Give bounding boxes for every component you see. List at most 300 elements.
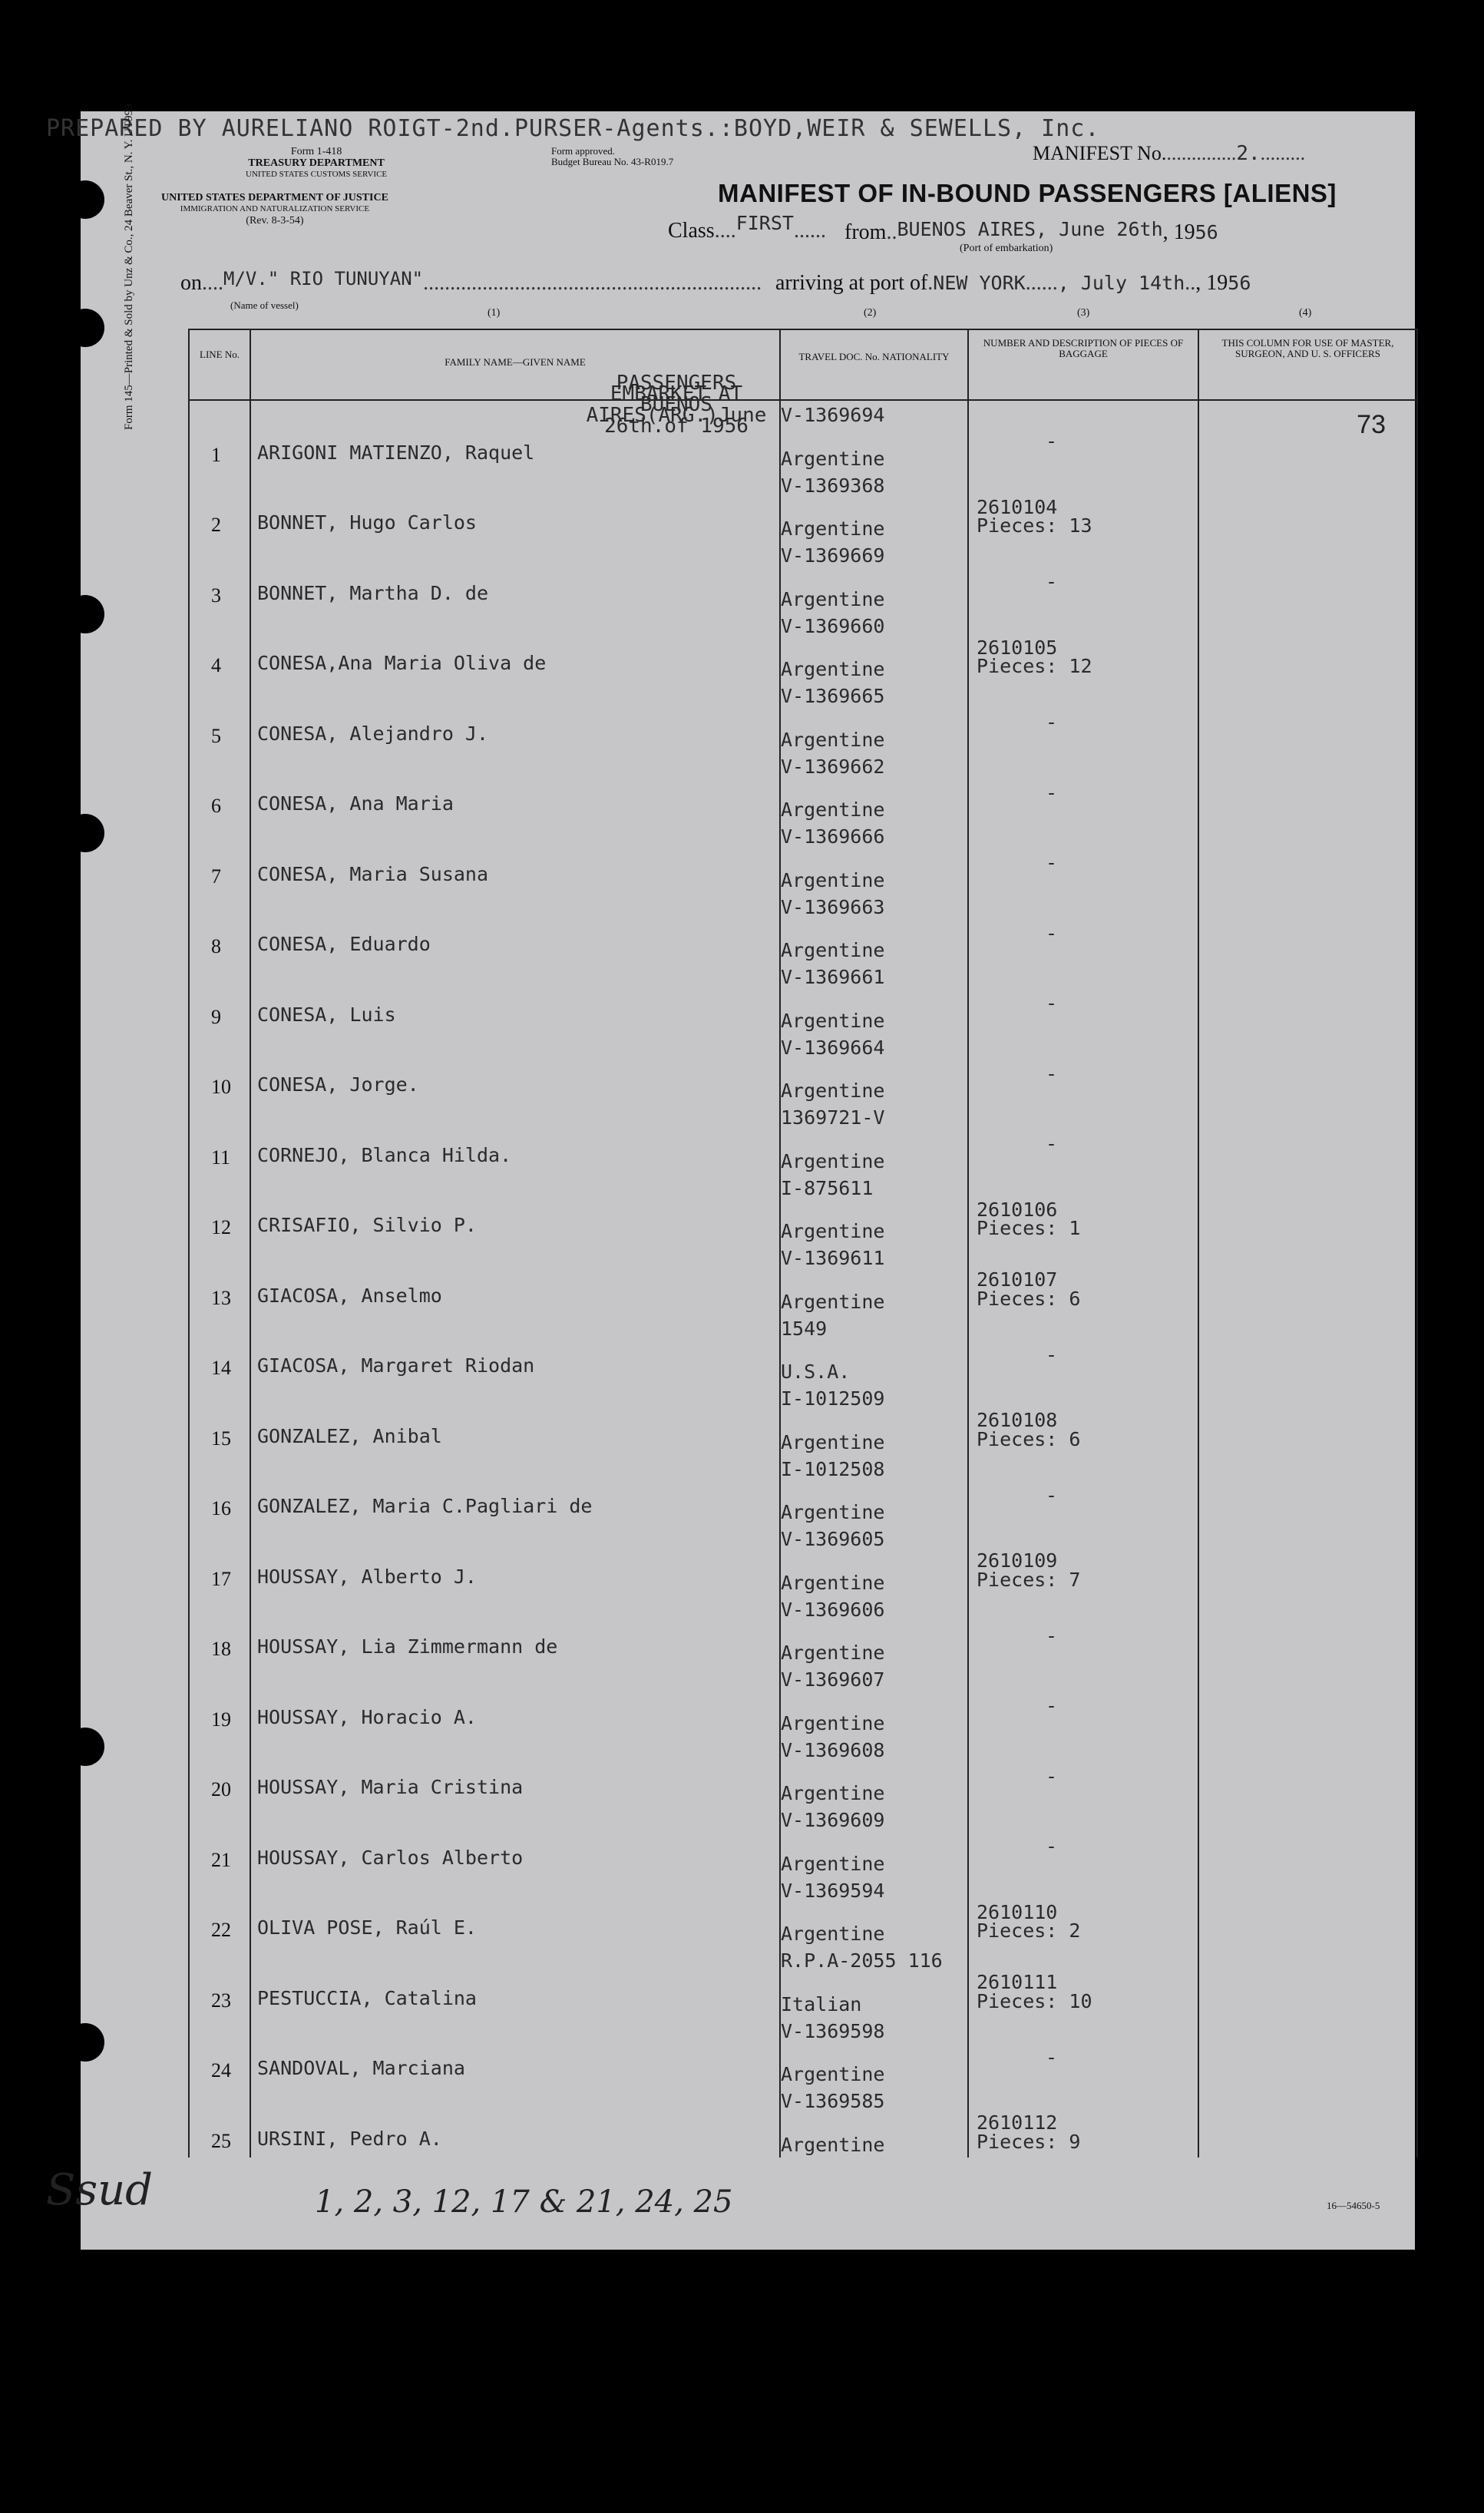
line-no-cell (189, 1736, 250, 1807)
prepared-by-line: PREPARED BY AURELIANO ROIGT-2nd.PURSER-Agents.:BOYD,WEIR & SEWELLS, Inc. (46, 115, 1100, 142)
line-no-cell (189, 1384, 250, 1455)
passenger-name: CONESA, Eduardo (257, 933, 431, 955)
baggage-cell (968, 682, 1198, 752)
travel-doc-number: V-1369598 (781, 2019, 885, 2042)
baggage-none: - (1046, 851, 1058, 874)
baggage-pieces: Pieces: 6 (977, 1427, 1081, 1450)
name-cell (250, 963, 780, 1033)
nationality: Argentine (781, 517, 885, 540)
nationality: Argentine (781, 447, 885, 470)
line-no-cell (189, 612, 250, 683)
line-number: 25 (211, 2129, 231, 2152)
travel-doc-number: I-1012509 (781, 1387, 885, 1410)
treasury-dept: TREASURY DEPARTMENT (248, 157, 385, 169)
nationality: Argentine (781, 939, 885, 961)
line-no-cell (189, 1665, 250, 1736)
travel-doc-number: V-1369669 (781, 544, 885, 567)
table-header-row (189, 329, 1417, 400)
baggage-none: - (1046, 1483, 1058, 1506)
baggage-cell (968, 541, 1198, 612)
baggage-cell (968, 1946, 1198, 2017)
from-label: from (844, 220, 887, 244)
baggage-cell (968, 752, 1198, 823)
table-row (189, 1595, 1417, 1666)
baggage-number: 2610105 (977, 636, 1058, 659)
officer-cell (1198, 1806, 1417, 1876)
line-number: 7 (211, 865, 221, 888)
side-imprint: Form 145—Printed & Sold by Unz & Co., 24 Beaver St., N. Y. UT999 (123, 104, 135, 430)
line-no-cell (189, 1946, 250, 2017)
class-value: FIRST (735, 212, 794, 234)
officer-cell (1198, 1736, 1417, 1807)
baggage-cell (968, 1525, 1198, 1595)
class-label: Class (668, 219, 715, 243)
table-row (189, 471, 1417, 542)
name-cell (250, 822, 780, 893)
name-cell (250, 1384, 780, 1455)
baggage-number: 2610108 (977, 1409, 1058, 1431)
vessel-value: M/V." RIO TUNUYAN" (223, 268, 424, 289)
travel-doc-number: I-875611 (781, 1176, 874, 1199)
budget-bureau: Budget Bureau No. 43-R019.7 (551, 156, 674, 167)
doc-cell (780, 1595, 968, 1666)
treasury-block (246, 146, 387, 180)
line-number: 3 (211, 584, 221, 607)
line-number: 12 (211, 1216, 231, 1238)
table-row (189, 612, 1417, 683)
doc-cell (780, 400, 968, 471)
line-no-cell (189, 1103, 250, 1174)
officer-cell (1198, 612, 1417, 683)
punch-hole (66, 595, 104, 633)
year1-value: 56 (1195, 221, 1218, 243)
table-row (189, 1103, 1417, 1174)
doc-cell (780, 1244, 968, 1314)
nationality: Argentine (781, 658, 885, 680)
travel-doc-number: V-1369694 (781, 404, 885, 426)
line-no-cell (189, 471, 250, 542)
nationality: Argentine (781, 2063, 885, 2085)
travel-doc-number: V-1369660 (781, 614, 885, 637)
travel-doc-number: V-1369608 (781, 1738, 885, 1761)
baggage-none: - (1046, 2045, 1058, 2068)
officer-cell (1198, 1244, 1417, 1314)
table-row (189, 963, 1417, 1033)
table-row (189, 1033, 1417, 1104)
col-marker-2: (2) (864, 307, 877, 319)
doc-cell (780, 822, 968, 893)
baggage-pieces: Pieces: 12 (977, 655, 1092, 677)
doc-cell (780, 1314, 968, 1385)
line-no-cell (189, 1806, 250, 1876)
baggage-cell (968, 893, 1198, 964)
nationality: Argentine (781, 1080, 885, 1102)
name-cell (250, 612, 780, 683)
table-row (189, 1876, 1417, 1947)
doc-cell (780, 1033, 968, 1104)
doc-cell (780, 893, 968, 964)
table-row (189, 1946, 1417, 2017)
name-cell (250, 752, 780, 823)
baggage-pieces: Pieces: 7 (977, 1568, 1081, 1591)
officer-cell (1198, 1876, 1417, 1947)
baggage-cell (968, 1665, 1198, 1736)
on-label: on (180, 271, 202, 295)
from-value: BUENOS AIRES, June 26th (897, 218, 1163, 240)
baggage-number: 2610110 (977, 1900, 1058, 1923)
baggage-cell (968, 1806, 1198, 1876)
passenger-name: CONESA, Alejandro J. (257, 722, 489, 745)
line-number: 11 (211, 1146, 231, 1169)
nationality: Argentine (781, 1852, 885, 1875)
baggage-number: 2610106 (977, 1198, 1058, 1221)
name-cell (250, 1806, 780, 1876)
line-number: 14 (211, 1357, 231, 1379)
nationality: Argentine (781, 1571, 885, 1594)
officer-cell (1198, 1595, 1417, 1666)
nationality: Argentine (781, 1149, 885, 1172)
officer-cell (1198, 1665, 1417, 1736)
nationality: Argentine (781, 1711, 885, 1734)
baggage-none: - (1046, 1764, 1058, 1787)
table-row (189, 1314, 1417, 1385)
passenger-name: GONZALEZ, Anibal (257, 1424, 442, 1447)
passenger-name: CONESA, Ana Maria (257, 792, 454, 815)
vessel-caption: (Name of vessel) (230, 299, 299, 311)
table-row (189, 2017, 1417, 2088)
travel-doc-number: V-1369665 (781, 685, 885, 707)
col-marker-1: (1) (488, 307, 501, 319)
signature: Ssud (46, 2165, 154, 2215)
punch-hole (66, 309, 104, 347)
line-number: 24 (211, 2059, 231, 2081)
line-number: 6 (211, 795, 221, 817)
nationality: Argentine (781, 1220, 885, 1242)
passenger-name: HOUSSAY, Carlos Alberto (257, 1846, 524, 1869)
travel-doc-number: R.P.A-2055 116 (781, 1949, 943, 1972)
nationality: Argentine (781, 1782, 885, 1804)
baggage-none: - (1046, 992, 1058, 1014)
officer-cell (1198, 541, 1417, 612)
footer-reference: 16—54650-5 (1327, 2200, 1380, 2211)
line-number: 5 (211, 724, 221, 747)
baggage-pieces: Pieces: 10 (977, 1989, 1092, 2012)
punch-hole (66, 814, 104, 852)
name-cell (250, 1033, 780, 1104)
name-cell (250, 2017, 780, 2088)
name-cell (250, 2087, 780, 2158)
passenger-name: OLIVA POSE, Raúl E. (257, 1916, 477, 1939)
table-row (189, 1455, 1417, 1526)
rev-date: (Rev. 8-3-54) (246, 215, 304, 227)
line-number: 18 (211, 1638, 231, 1660)
form-number: Form 1-418 (290, 146, 342, 157)
doc-cell (780, 1525, 968, 1595)
table-row (189, 1384, 1417, 1455)
doc-cell (780, 1174, 968, 1245)
baggage-none: - (1046, 1624, 1058, 1647)
travel-doc-number: V-1369607 (781, 1668, 885, 1691)
table-row (189, 2087, 1417, 2158)
line-no-cell (189, 1244, 250, 1314)
line-no-cell (189, 400, 250, 471)
officer-cell (1198, 1946, 1417, 2017)
travel-doc-number: V-1369605 (781, 1528, 885, 1550)
nationality: Argentine (781, 1501, 885, 1523)
travel-doc-number: V-1369594 (781, 1879, 885, 1902)
line-no-cell (189, 682, 250, 752)
handwritten-note: 1, 2, 3, 12, 17 & 21, 24, 25 (315, 2184, 733, 2220)
line-number: 4 (211, 654, 221, 676)
baggage-cell (968, 963, 1198, 1033)
year2-prefix: , 19 (1195, 271, 1228, 295)
form-approved-block (551, 146, 673, 167)
arriving-line: arriving at port of.NEW YORK......, July 14th.., 1956 (775, 271, 1251, 295)
officer-cell (1198, 752, 1417, 823)
baggage-cell (968, 471, 1198, 542)
table-row (189, 752, 1417, 823)
manifest-title: MANIFEST OF IN-BOUND PASSENGERS [ALIENS] (718, 179, 1337, 207)
table-row (189, 1174, 1417, 1245)
officer-cell (1198, 400, 1417, 471)
name-cell (250, 1736, 780, 1807)
line-no-cell (189, 963, 250, 1033)
arriving-port: NEW YORK (933, 272, 1026, 294)
nationality: U.S.A. (781, 1361, 851, 1383)
baggage-none: - (1046, 430, 1058, 452)
baggage-cell (968, 1384, 1198, 1455)
travel-doc-number: V-1369661 (781, 966, 885, 988)
table-row (189, 1665, 1417, 1736)
travel-doc-number: 1369721-V (781, 1106, 885, 1129)
name-cell (250, 1595, 780, 1666)
doc-cell (780, 1946, 968, 2017)
line-no-cell (189, 1455, 250, 1526)
travel-doc-number: V-1369585 (781, 2090, 885, 2112)
travel-doc-number: V-1369663 (781, 895, 885, 918)
line-number: 20 (211, 1778, 231, 1800)
name-cell (250, 1946, 780, 2017)
baggage-cell (968, 1595, 1198, 1666)
travel-doc-number: V-1369609 (781, 1809, 885, 1831)
baggage-cell (968, 1876, 1198, 1947)
officer-cell (1198, 1384, 1417, 1455)
officer-cell (1198, 2087, 1417, 2158)
baggage-pieces: Pieces: 2 (977, 1919, 1081, 1942)
nationality: Argentine (781, 1430, 885, 1453)
col-travel-doc: TRAVEL DOC. No. NATIONALITY (780, 329, 968, 400)
year1-prefix: , 19 (1162, 220, 1195, 244)
nationality: Argentine (781, 1009, 885, 1032)
line-no-cell (189, 1595, 250, 1666)
passenger-name: HOUSSAY, Lia Zimmermann de (257, 1635, 558, 1658)
baggage-cell (968, 612, 1198, 683)
year2-value: 56 (1228, 272, 1251, 294)
justice-block (161, 192, 388, 227)
doc-cell (780, 963, 968, 1033)
line-no-cell (189, 541, 250, 612)
officer-cell (1198, 1314, 1417, 1385)
col-baggage: NUMBER AND DESCRIPTION OF PIECES OF BAGGAGE (968, 329, 1198, 400)
manifest-no-value: 2. (1236, 142, 1261, 165)
line-number: 9 (211, 1005, 221, 1028)
travel-doc-number: V-1369606 (781, 1598, 885, 1621)
passenger-name: GIACOSA, Anselmo (257, 1284, 442, 1307)
col-marker-3: (3) (1077, 307, 1090, 319)
baggage-cell (968, 1103, 1198, 1174)
line-no-cell (189, 822, 250, 893)
punch-hole (66, 1728, 104, 1766)
travel-doc-number: V-1369611 (781, 1247, 885, 1269)
name-cell (250, 1525, 780, 1595)
line-number: 16 (211, 1497, 231, 1519)
baggage-number: 2610112 (977, 2111, 1058, 2134)
doc-cell (780, 1806, 968, 1876)
baggage-number: 2610109 (977, 1549, 1058, 1572)
officer-cell (1198, 1033, 1417, 1104)
line-number: 17 (211, 1567, 231, 1590)
doc-cell (780, 1665, 968, 1736)
baggage-cell (968, 1314, 1198, 1385)
baggage-cell (968, 1455, 1198, 1526)
officer-cell (1198, 893, 1417, 964)
from-line: from..BUENOS AIRES, June 26th, 1956 (844, 218, 1218, 244)
name-cell (250, 1103, 780, 1174)
baggage-cell (968, 822, 1198, 893)
passenger-name: GONZALEZ, Maria C.Pagliari de (257, 1495, 593, 1517)
line-number: 10 (211, 1076, 231, 1098)
officer-cell (1198, 471, 1417, 542)
passenger-name: CONESA,Ana Maria Oliva de (257, 652, 547, 674)
name-cell (250, 471, 780, 542)
vessel-line: on....M/V." RIO TUNUYAN"............................................................... (180, 268, 762, 295)
justice-dept: UNITED STATES DEPARTMENT OF JUSTICE (161, 192, 388, 203)
arriving-label: arriving at port of (775, 271, 928, 295)
ins-service: IMMIGRATION AND NATURALIZATION SERVICE (180, 204, 370, 213)
col-family-name: FAMILY NAME—GIVEN NAME PASSENGERS EMBARKET AT BUENOS AIRES(ARG.)June 26th.of 1956 (250, 329, 780, 400)
port-embarkation-caption: (Port of embarkation) (960, 243, 1053, 254)
table-row (189, 1244, 1417, 1314)
baggage-number: 2610104 (977, 495, 1058, 518)
baggage-cell (968, 1736, 1198, 1807)
passenger-name: CORNEJO, Blanca Hilda. (257, 1143, 512, 1166)
passenger-name: PESTUCCIA, Catalina (257, 1986, 477, 2009)
doc-cell (780, 1384, 968, 1455)
passenger-name: ARIGONI MATIENZO, Raquel (257, 441, 535, 464)
name-cell (250, 541, 780, 612)
embarked-note: PASSENGERS EMBARKET AT BUENOS AIRES(ARG.)June 26th.of 1956 (586, 372, 767, 438)
line-number: 22 (211, 1919, 231, 1941)
officer-cell (1198, 682, 1417, 752)
passenger-name: CONESA, Maria Susana (257, 862, 489, 885)
line-number: 23 (211, 1989, 231, 2012)
baggage-pieces: Pieces: 1 (977, 1217, 1081, 1239)
form-approved: Form approved. (551, 145, 616, 157)
travel-doc-number: 1549 (781, 1317, 828, 1340)
doc-cell (780, 1876, 968, 1947)
name-cell (250, 1314, 780, 1385)
nationality: Argentine (781, 587, 885, 610)
nationality: Argentine (781, 1923, 885, 1945)
manifest-no-label: MANIFEST No. (1033, 142, 1167, 164)
table-row (189, 541, 1417, 612)
name-cell (250, 1244, 780, 1314)
manifest-number: MANIFEST No...............2.......... (1033, 142, 1306, 165)
baggage-number: 2610111 (977, 1971, 1058, 1993)
nationality: Argentine (781, 868, 885, 891)
line-no-cell (189, 1876, 250, 1947)
table-row (189, 1736, 1417, 1807)
baggage-cell (968, 1244, 1198, 1314)
doc-cell (780, 1455, 968, 1526)
passenger-name: BONNET, Hugo Carlos (257, 511, 477, 534)
baggage-none: - (1046, 570, 1058, 593)
nationality: Argentine (781, 728, 885, 751)
nationality: Argentine (781, 1642, 885, 1664)
name-cell (250, 1665, 780, 1736)
line-number: 1 (211, 443, 221, 466)
baggage-none: - (1046, 781, 1058, 804)
travel-doc-number: I-1012508 (781, 1457, 885, 1480)
passenger-name: HOUSSAY, Maria Cristina (257, 1776, 524, 1798)
passenger-name: CONESA, Luis (257, 1003, 396, 1026)
line-number: 13 (211, 1286, 231, 1309)
officer-cell (1198, 2017, 1417, 2088)
nationality: Argentine (781, 799, 885, 821)
table-row (189, 1525, 1417, 1595)
baggage-none: - (1046, 1062, 1058, 1085)
baggage-none: - (1046, 1133, 1058, 1155)
baggage-cell (968, 400, 1198, 471)
punch-hole (66, 180, 104, 219)
customs-service: UNITED STATES CUSTOMS SERVICE (246, 170, 388, 179)
name-cell (250, 1174, 780, 1245)
line-no-cell (189, 1314, 250, 1385)
baggage-pieces: Pieces: 6 (977, 1287, 1081, 1310)
name-cell (250, 1455, 780, 1526)
doc-cell (780, 1103, 968, 1174)
name-cell (250, 1876, 780, 1947)
nationality: Italian (781, 1992, 862, 2015)
line-no-cell (189, 752, 250, 823)
name-cell (250, 682, 780, 752)
nationality: Argentine (781, 1290, 885, 1313)
travel-doc-number: V-1369664 (781, 1036, 885, 1059)
table-row (189, 1806, 1417, 1876)
travel-doc-number: V-1369666 (781, 825, 885, 848)
officer-cell (1198, 963, 1417, 1033)
doc-cell (780, 541, 968, 612)
baggage-cell (968, 1174, 1198, 1245)
line-number: 21 (211, 1848, 231, 1871)
officer-cell (1198, 1455, 1417, 1526)
doc-cell (780, 471, 968, 542)
officer-cell (1198, 1174, 1417, 1245)
travel-doc-number: V-1369662 (781, 755, 885, 778)
name-cell (250, 893, 780, 964)
doc-cell (780, 682, 968, 752)
doc-cell (780, 2087, 968, 2158)
officer-cell (1198, 1525, 1417, 1595)
passenger-name: GIACOSA, Margaret Riodan (257, 1354, 535, 1377)
baggage-number: 2610107 (977, 1268, 1058, 1291)
officer-cell (1198, 822, 1417, 893)
line-number: 2 (211, 514, 221, 536)
baggage-none: - (1046, 921, 1058, 944)
passenger-name: HOUSSAY, Alberto J. (257, 1565, 477, 1588)
name-cell (250, 400, 780, 471)
table-row (189, 400, 1417, 471)
